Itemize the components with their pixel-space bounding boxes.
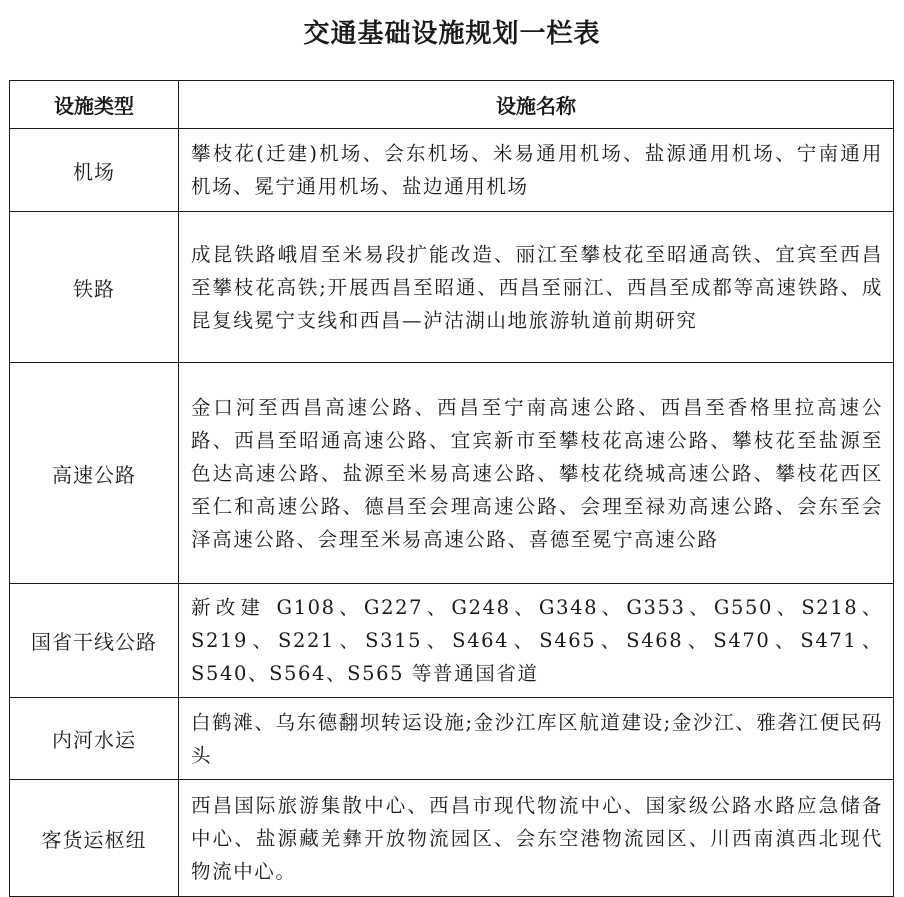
table-row <box>10 698 894 780</box>
table-row <box>10 129 894 212</box>
table-header-row <box>10 81 894 129</box>
row-type-cell: 机场 <box>10 129 179 212</box>
row-type-cell: 内河水运 <box>10 698 179 780</box>
page-title: 交通基础设施规划一栏表 <box>303 19 601 49</box>
row-names-cell: 新改建 G108、G227、G248、G348、G353、G550、S218、S219、S221、S315、S464、S465、S468、S470、S471、S540、S564、S565 等普通国省道 <box>179 584 894 698</box>
row-names-cell: 金口河至西昌高速公路、西昌至宁南高速公路、西昌至香格里拉高速公路、西昌至昭通高速公路、宜宾新市至攀枝花高速公路、攀枝花至盐源至色达高速公路、盐源至米易高速公路、攀枝花绕城高速公路、攀枝花西区至仁和高速公路、德昌至会理高速公路、会理至禄劝高速公路、会东至会泽高速公路、会理至米易高速公路、喜德至冕宁高速公路 <box>179 363 894 584</box>
header-facility-type: 设施类型 <box>10 81 179 129</box>
row-type-cell: 高速公路 <box>10 363 179 584</box>
table-row <box>10 584 894 698</box>
row-type-cell: 客货运枢纽 <box>10 780 179 897</box>
row-names-cell: 西昌国际旅游集散中心、西昌市现代物流中心、国家级公路水路应急储备中心、盐源藏羌彝开放物流园区、会东空港物流园区、川西南滇西北现代物流中心。 <box>179 780 894 897</box>
table-row <box>10 780 894 897</box>
row-type-cell: 铁路 <box>10 212 179 363</box>
row-type-cell: 国省干线公路 <box>10 584 179 698</box>
table-row <box>10 363 894 584</box>
row-names-cell: 成昆铁路峨眉至米易段扩能改造、丽江至攀枝花至昭通高铁、宜宾至西昌至攀枝花高铁;开展西昌至昭通、西昌至丽江、西昌至成都等高速铁路、成昆复线冕宁支线和西昌—泸沽湖山地旅游轨道前期研究 <box>179 212 894 363</box>
row-names-cell: 白鹤滩、乌东德翻坝转运设施;金沙江库区航道建设;金沙江、雅砻江便民码头 <box>179 698 894 780</box>
facilities-table <box>9 80 894 897</box>
row-names-cell: 攀枝花(迁建)机场、会东机场、米易通用机场、盐源通用机场、宁南通用机场、冕宁通用机场、盐边通用机场 <box>179 129 894 212</box>
header-facility-name: 设施名称 <box>179 81 894 129</box>
table-row <box>10 212 894 363</box>
